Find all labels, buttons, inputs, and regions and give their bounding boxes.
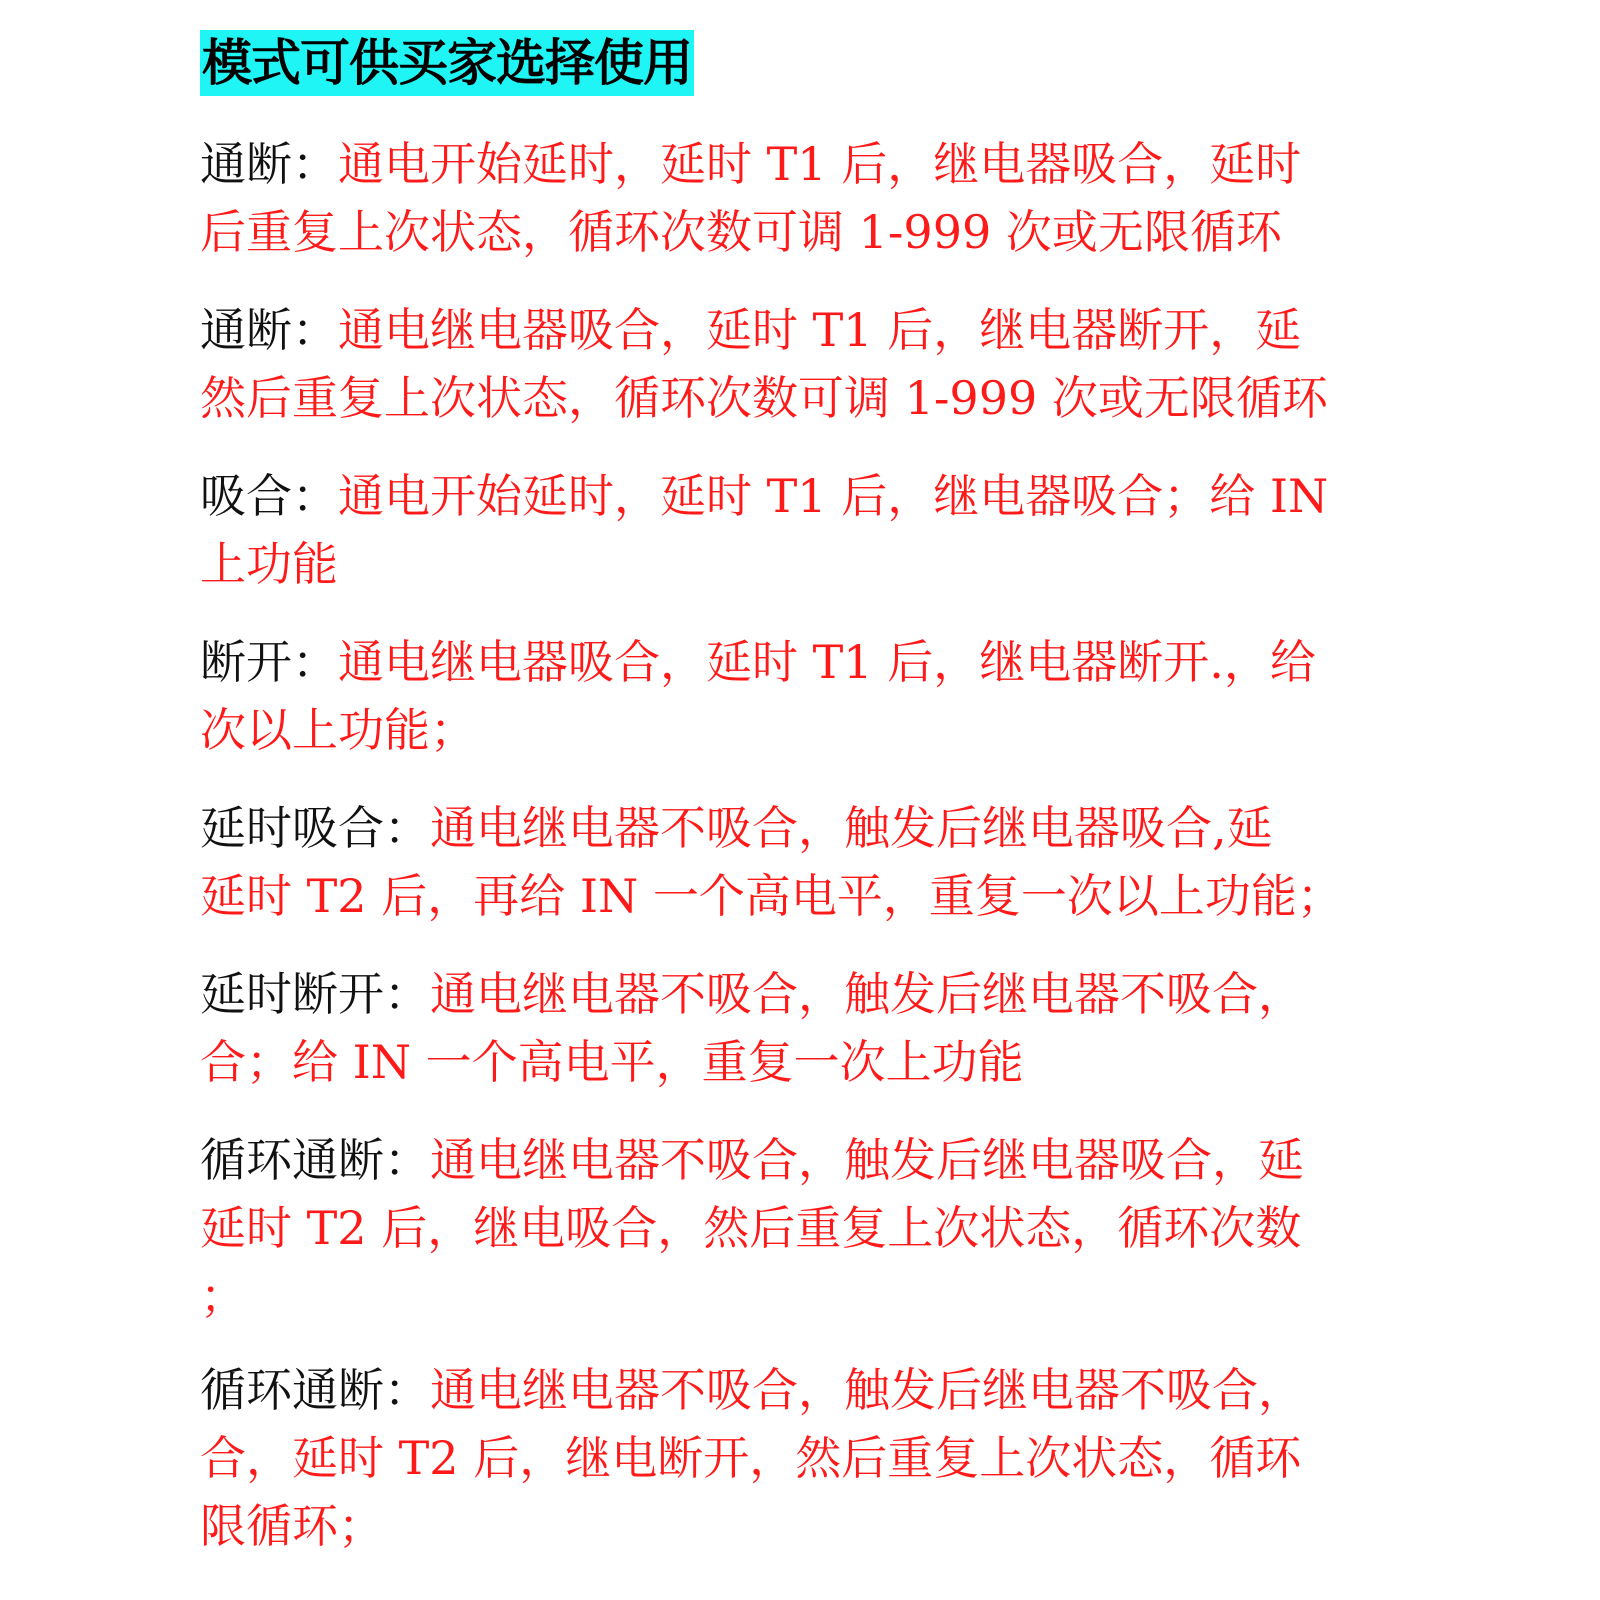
mode-block [200, 1126, 1410, 1330]
mode-description: 通电继电器不吸合，触发后继电器不吸合， [430, 967, 1304, 1021]
mode-line: 合；给 IN 一个高电平，重复一次上功能 [200, 1035, 1024, 1089]
mode-line: ； [200, 1269, 246, 1323]
mode-block [200, 462, 1410, 598]
mode-description: 通电继电器吸合，延时 T1 后，继电器断开，延 [338, 303, 1302, 357]
mode-description: 通电继电器不吸合，触发后继电器吸合,延 [430, 801, 1273, 855]
mode-label: 断开： [200, 635, 338, 689]
mode-line [200, 1356, 1410, 1424]
mode-label: 延时断开： [200, 967, 430, 1021]
mode-line: 延时 T2 后，再给 IN 一个高电平，重复一次以上功能； [200, 869, 1343, 923]
mode-line [200, 1126, 1410, 1194]
mode-label: 循环通断： [200, 1363, 430, 1417]
mode-line [200, 960, 1410, 1028]
mode-line: 然后重复上次状态，循环次数可调 1-999 次或无限循环 [200, 371, 1328, 425]
mode-block [200, 1356, 1410, 1560]
mode-block [200, 130, 1410, 266]
mode-label: 吸合： [200, 469, 338, 523]
mode-block [200, 296, 1410, 432]
mode-description: 通电继电器不吸合，触发后继电器吸合，延 [430, 1133, 1304, 1187]
mode-line: 延时 T2 后，继电吸合，然后重复上次状态，循环次数 [200, 1201, 1302, 1255]
mode-line: 上功能 [200, 537, 338, 591]
mode-block [200, 794, 1410, 930]
mode-line [200, 462, 1410, 530]
mode-label: 通断： [200, 137, 338, 191]
mode-line [200, 296, 1410, 364]
mode-label: 循环通断： [200, 1133, 430, 1187]
mode-label: 通断： [200, 303, 338, 357]
mode-line: 后重复上次状态，循环次数可调 1-999 次或无限循环 [200, 205, 1282, 259]
mode-description: 通电继电器不吸合，触发后继电器不吸合， [430, 1363, 1304, 1417]
mode-label: 延时吸合： [200, 801, 430, 855]
mode-block [200, 628, 1410, 764]
mode-line: 次以上功能； [200, 703, 476, 757]
mode-description: 通电开始延时，延时 T1 后，继电器吸合；给 IN [338, 469, 1329, 523]
mode-line [200, 628, 1410, 696]
mode-block [200, 960, 1410, 1096]
mode-line: 合，延时 T2 后，继电断开，然后重复上次状态，循环 [200, 1431, 1302, 1485]
mode-description: 通电继电器吸合，延时 T1 后，继电器断开.，给 [338, 635, 1316, 689]
mode-line [200, 130, 1410, 198]
page-title: 模式可供买家选择使用 [200, 30, 694, 96]
mode-description: 通电开始延时，延时 T1 后，继电器吸合，延时 [338, 137, 1302, 191]
mode-line [200, 794, 1410, 862]
mode-line: 限循环； [200, 1499, 384, 1553]
